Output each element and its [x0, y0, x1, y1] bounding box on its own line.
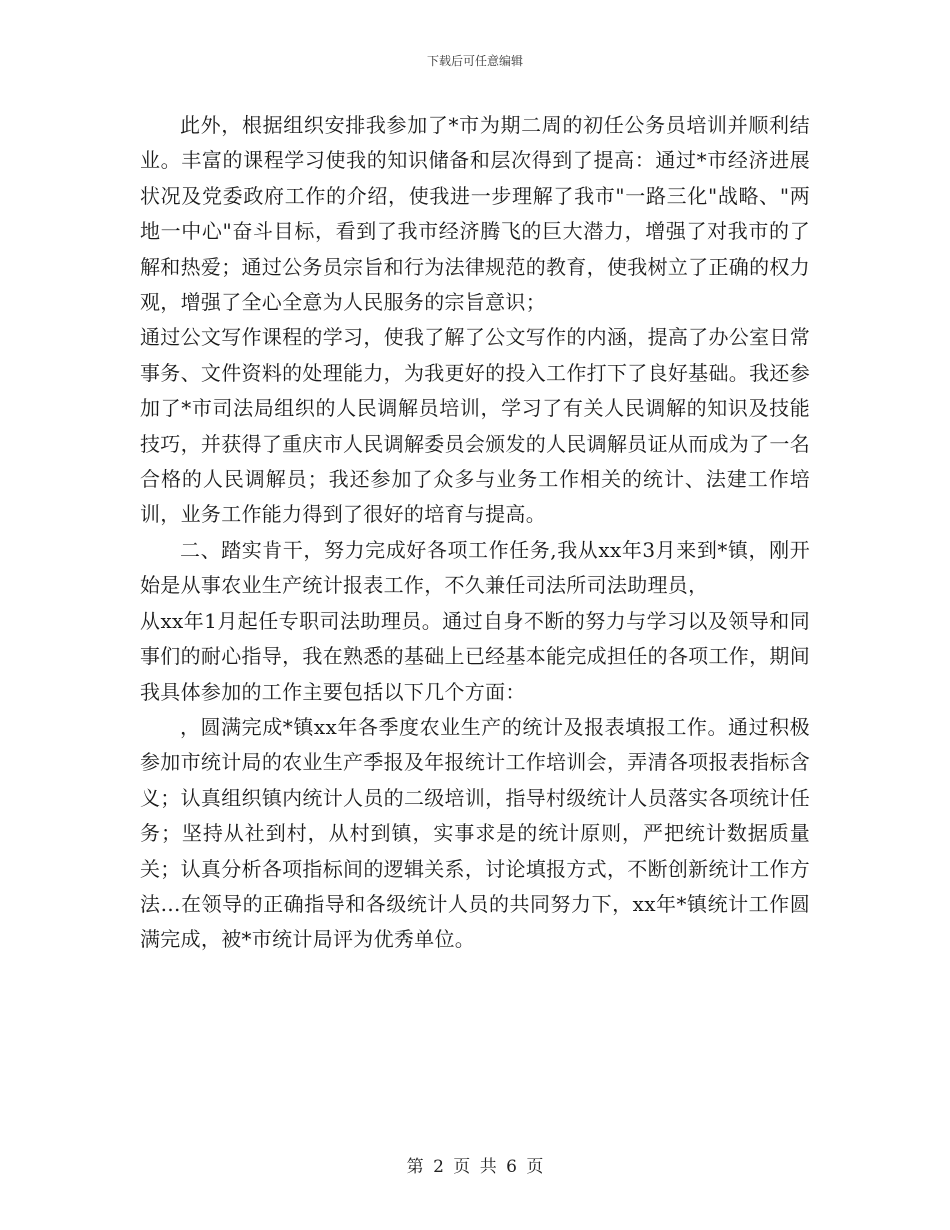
paragraph-section-two-cont: 从xx年1月起任专职司法助理员。通过自身不断的努力与学习以及领导和同事们的耐心指导，我在熟悉的基础上已经基本能完成担任的各项工作，期间我具体参加的工作主要包括以下几个方面： [140, 608, 810, 704]
document-body [140, 108, 810, 958]
paragraph-section-two: 二、踏实肯干，努力完成好各项工作任务,我从xx年3月来到*镇，刚开始是从事农业生产统计报表工作，不久兼任司法所司法助理员， [140, 537, 810, 598]
page-footer: 第 2 页 共 6 页 [406, 1157, 544, 1177]
paragraph-training: 此外，根据组织安排我参加了*市为期二周的初任公务员培训并顺利结业。丰富的课程学习使我的知识储备和层次得到了提高：通过*市经济进展状况及党委政府工作的介绍，使我进一步理解了我市"一路三化"战略、"两地一中心"奋斗目标，看到了我市经济腾飞的巨大潜力，增强了对我市的了解和热爱；通过公务员宗旨和行为法律规范的教育，使我树立了正确的权力观，增强了全心全意为人民服务的宗旨意识； [140, 113, 810, 315]
paragraph-writing-course: 通过公文写作课程的学习，使我了解了公文写作的内涵，提高了办公室日常事务、文件资料的处理能力，为我更好的投入工作打下了良好基础。我还参加了*市司法局组织的人民调解员培训，学习了有关人民调解的知识及技能技巧，并获得了重庆市人民调解委员会颁发的人民调解员证从而成为了一名合格的人民调解员；我还参加了众多与业务工作相关的统计、法建工作培训，业务工作能力得到了很好的培育与提高。 [140, 325, 810, 527]
page-header: 下载后可任意编辑 [426, 54, 523, 68]
paragraph-statistics: ，圆满完成*镇xx年各季度农业生产的统计及报表填报工作。通过积极参加市统计局的农业生产季报及年报统计工作培训会，弄清各项报表指标含义；认真组织镇内统计人员的二级培训，指导村级统计人员落实各项统计任务；坚持从社到村，从村到镇，实事求是的统计原则，严把统计数据质量关；认真分析各项指标间的逻辑关系，讨论填报方式，不断创新统计工作方法…在领导的正确指导和各级统计人员的共同努力下，xx年*镇统计工作圆满完成，被*市统计局评为优秀单位。 [140, 714, 810, 952]
